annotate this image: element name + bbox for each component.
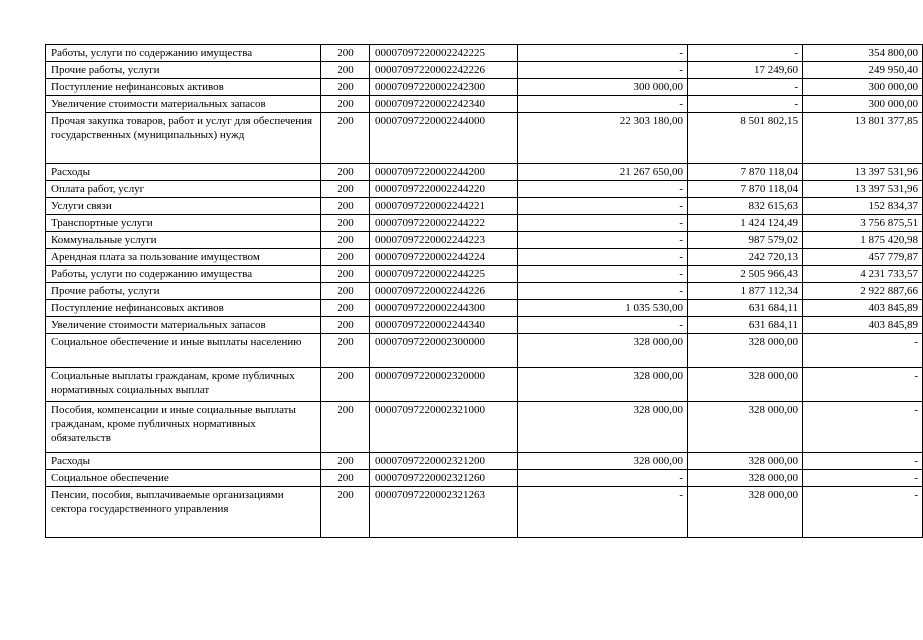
- classification-code-cell: 00007097220002321200: [370, 453, 518, 470]
- approved-amount-cell: -: [518, 45, 688, 62]
- expense-name-cell: Арендная плата за пользование имуществом: [46, 249, 321, 266]
- unexecuted-amount-cell: 13 397 531,96: [803, 164, 923, 181]
- approved-amount-cell: 328 000,00: [518, 453, 688, 470]
- expense-name-cell: Работы, услуги по содержанию имущества: [46, 45, 321, 62]
- expense-name-cell: Расходы: [46, 453, 321, 470]
- unexecuted-amount-cell: 3 756 875,51: [803, 215, 923, 232]
- table-row: [46, 249, 923, 266]
- expense-name-cell: Поступление нефинансовых активов: [46, 79, 321, 96]
- line-code-cell: 200: [321, 249, 370, 266]
- approved-amount-cell: -: [518, 470, 688, 487]
- line-code-cell: 200: [321, 334, 370, 368]
- classification-code-cell: 00007097220002244300: [370, 300, 518, 317]
- executed-amount-cell: 7 870 118,04: [688, 164, 803, 181]
- executed-amount-cell: -: [688, 96, 803, 113]
- classification-code-cell: 00007097220002321263: [370, 487, 518, 538]
- unexecuted-amount-cell: -: [803, 334, 923, 368]
- line-code-cell: 200: [321, 96, 370, 113]
- executed-amount-cell: 987 579,02: [688, 232, 803, 249]
- unexecuted-amount-cell: 13 801 377,85: [803, 113, 923, 164]
- table-row: [46, 232, 923, 249]
- line-code-cell: 200: [321, 470, 370, 487]
- approved-amount-cell: -: [518, 198, 688, 215]
- expense-name-cell: Поступление нефинансовых активов: [46, 300, 321, 317]
- classification-code-cell: 00007097220002321260: [370, 470, 518, 487]
- executed-amount-cell: 328 000,00: [688, 368, 803, 402]
- table-row: [46, 45, 923, 62]
- table-row: [46, 266, 923, 283]
- executed-amount-cell: 631 684,11: [688, 317, 803, 334]
- unexecuted-amount-cell: -: [803, 470, 923, 487]
- line-code-cell: 200: [321, 113, 370, 164]
- line-code-cell: 200: [321, 453, 370, 470]
- executed-amount-cell: -: [688, 45, 803, 62]
- classification-code-cell: 00007097220002242340: [370, 96, 518, 113]
- unexecuted-amount-cell: 2 922 887,66: [803, 283, 923, 300]
- table-row: [46, 470, 923, 487]
- approved-amount-cell: 1 035 530,00: [518, 300, 688, 317]
- expense-name-cell: Прочие работы, услуги: [46, 283, 321, 300]
- budget-execution-table: [45, 44, 923, 538]
- expense-name-cell: Социальное обеспечение и иные выплаты населению: [46, 334, 321, 368]
- approved-amount-cell: 328 000,00: [518, 334, 688, 368]
- approved-amount-cell: -: [518, 487, 688, 538]
- table-body: [46, 45, 923, 538]
- line-code-cell: 200: [321, 266, 370, 283]
- line-code-cell: 200: [321, 62, 370, 79]
- unexecuted-amount-cell: 4 231 733,57: [803, 266, 923, 283]
- unexecuted-amount-cell: 354 800,00: [803, 45, 923, 62]
- executed-amount-cell: 17 249,60: [688, 62, 803, 79]
- classification-code-cell: 00007097220002244200: [370, 164, 518, 181]
- expense-name-cell: Социальное обеспечение: [46, 470, 321, 487]
- classification-code-cell: 00007097220002244224: [370, 249, 518, 266]
- approved-amount-cell: -: [518, 62, 688, 79]
- table-row: [46, 215, 923, 232]
- executed-amount-cell: 328 000,00: [688, 487, 803, 538]
- line-code-cell: 200: [321, 198, 370, 215]
- table-row: [46, 181, 923, 198]
- expense-name-cell: Пособия, компенсации и иные социальные выплаты гражданам, кроме публичных нормативных обязательств: [46, 402, 321, 453]
- approved-amount-cell: -: [518, 232, 688, 249]
- expense-name-cell: Социальные выплаты гражданам, кроме публичных нормативных социальных выплат: [46, 368, 321, 402]
- approved-amount-cell: -: [518, 181, 688, 198]
- unexecuted-amount-cell: 249 950,40: [803, 62, 923, 79]
- approved-amount-cell: 21 267 650,00: [518, 164, 688, 181]
- unexecuted-amount-cell: 403 845,89: [803, 317, 923, 334]
- expense-name-cell: Увеличение стоимости материальных запасов: [46, 96, 321, 113]
- line-code-cell: 200: [321, 368, 370, 402]
- approved-amount-cell: 300 000,00: [518, 79, 688, 96]
- table-row: [46, 164, 923, 181]
- classification-code-cell: 00007097220002244220: [370, 181, 518, 198]
- classification-code-cell: 00007097220002244226: [370, 283, 518, 300]
- approved-amount-cell: -: [518, 215, 688, 232]
- classification-code-cell: 00007097220002321000: [370, 402, 518, 453]
- expense-name-cell: Коммунальные услуги: [46, 232, 321, 249]
- table-row: [46, 317, 923, 334]
- table-row: [46, 79, 923, 96]
- unexecuted-amount-cell: -: [803, 487, 923, 538]
- approved-amount-cell: -: [518, 249, 688, 266]
- classification-code-cell: 00007097220002244225: [370, 266, 518, 283]
- expense-name-cell: Транспортные услуги: [46, 215, 321, 232]
- classification-code-cell: 00007097220002244000: [370, 113, 518, 164]
- classification-code-cell: 00007097220002244222: [370, 215, 518, 232]
- executed-amount-cell: 2 505 966,43: [688, 266, 803, 283]
- executed-amount-cell: 328 000,00: [688, 470, 803, 487]
- approved-amount-cell: -: [518, 317, 688, 334]
- classification-code-cell: 00007097220002242225: [370, 45, 518, 62]
- unexecuted-amount-cell: -: [803, 453, 923, 470]
- executed-amount-cell: 832 615,63: [688, 198, 803, 215]
- line-code-cell: 200: [321, 283, 370, 300]
- table-row: [46, 402, 923, 453]
- classification-code-cell: 00007097220002244223: [370, 232, 518, 249]
- expense-name-cell: Услуги связи: [46, 198, 321, 215]
- executed-amount-cell: 328 000,00: [688, 453, 803, 470]
- table-row: [46, 300, 923, 317]
- unexecuted-amount-cell: 300 000,00: [803, 96, 923, 113]
- classification-code-cell: 00007097220002244221: [370, 198, 518, 215]
- expense-name-cell: Расходы: [46, 164, 321, 181]
- executed-amount-cell: 242 720,13: [688, 249, 803, 266]
- executed-amount-cell: 1 424 124,49: [688, 215, 803, 232]
- table-row: [46, 334, 923, 368]
- executed-amount-cell: 8 501 802,15: [688, 113, 803, 164]
- expense-name-cell: Работы, услуги по содержанию имущества: [46, 266, 321, 283]
- executed-amount-cell: 631 684,11: [688, 300, 803, 317]
- classification-code-cell: 00007097220002320000: [370, 368, 518, 402]
- table-row: [46, 487, 923, 538]
- line-code-cell: 200: [321, 79, 370, 96]
- table-row: [46, 283, 923, 300]
- unexecuted-amount-cell: -: [803, 402, 923, 453]
- expense-name-cell: Пенсии, пособия, выплачиваемые организациями сектора государственного управления: [46, 487, 321, 538]
- line-code-cell: 200: [321, 487, 370, 538]
- approved-amount-cell: -: [518, 96, 688, 113]
- executed-amount-cell: -: [688, 79, 803, 96]
- unexecuted-amount-cell: 1 875 420,98: [803, 232, 923, 249]
- executed-amount-cell: 328 000,00: [688, 402, 803, 453]
- executed-amount-cell: 7 870 118,04: [688, 181, 803, 198]
- table-row: [46, 453, 923, 470]
- classification-code-cell: 00007097220002242300: [370, 79, 518, 96]
- expense-name-cell: Увеличение стоимости материальных запасов: [46, 317, 321, 334]
- approved-amount-cell: -: [518, 283, 688, 300]
- unexecuted-amount-cell: -: [803, 368, 923, 402]
- table-row: [46, 198, 923, 215]
- classification-code-cell: 00007097220002244340: [370, 317, 518, 334]
- expense-name-cell: Прочие работы, услуги: [46, 62, 321, 79]
- approved-amount-cell: 328 000,00: [518, 368, 688, 402]
- approved-amount-cell: 22 303 180,00: [518, 113, 688, 164]
- unexecuted-amount-cell: 13 397 531,96: [803, 181, 923, 198]
- executed-amount-cell: 328 000,00: [688, 334, 803, 368]
- line-code-cell: 200: [321, 181, 370, 198]
- approved-amount-cell: 328 000,00: [518, 402, 688, 453]
- classification-code-cell: 00007097220002242226: [370, 62, 518, 79]
- unexecuted-amount-cell: 457 779,87: [803, 249, 923, 266]
- line-code-cell: 200: [321, 300, 370, 317]
- line-code-cell: 200: [321, 402, 370, 453]
- unexecuted-amount-cell: 300 000,00: [803, 79, 923, 96]
- unexecuted-amount-cell: 152 834,37: [803, 198, 923, 215]
- table-row: [46, 62, 923, 79]
- expense-name-cell: Оплата работ, услуг: [46, 181, 321, 198]
- line-code-cell: 200: [321, 232, 370, 249]
- table-row: [46, 368, 923, 402]
- table-row: [46, 96, 923, 113]
- executed-amount-cell: 1 877 112,34: [688, 283, 803, 300]
- expense-name-cell: Прочая закупка товаров, работ и услуг для обеспечения государственных (муниципальных) нужд: [46, 113, 321, 164]
- line-code-cell: 200: [321, 215, 370, 232]
- unexecuted-amount-cell: 403 845,89: [803, 300, 923, 317]
- line-code-cell: 200: [321, 45, 370, 62]
- approved-amount-cell: -: [518, 266, 688, 283]
- table-row: [46, 113, 923, 164]
- line-code-cell: 200: [321, 164, 370, 181]
- line-code-cell: 200: [321, 317, 370, 334]
- classification-code-cell: 00007097220002300000: [370, 334, 518, 368]
